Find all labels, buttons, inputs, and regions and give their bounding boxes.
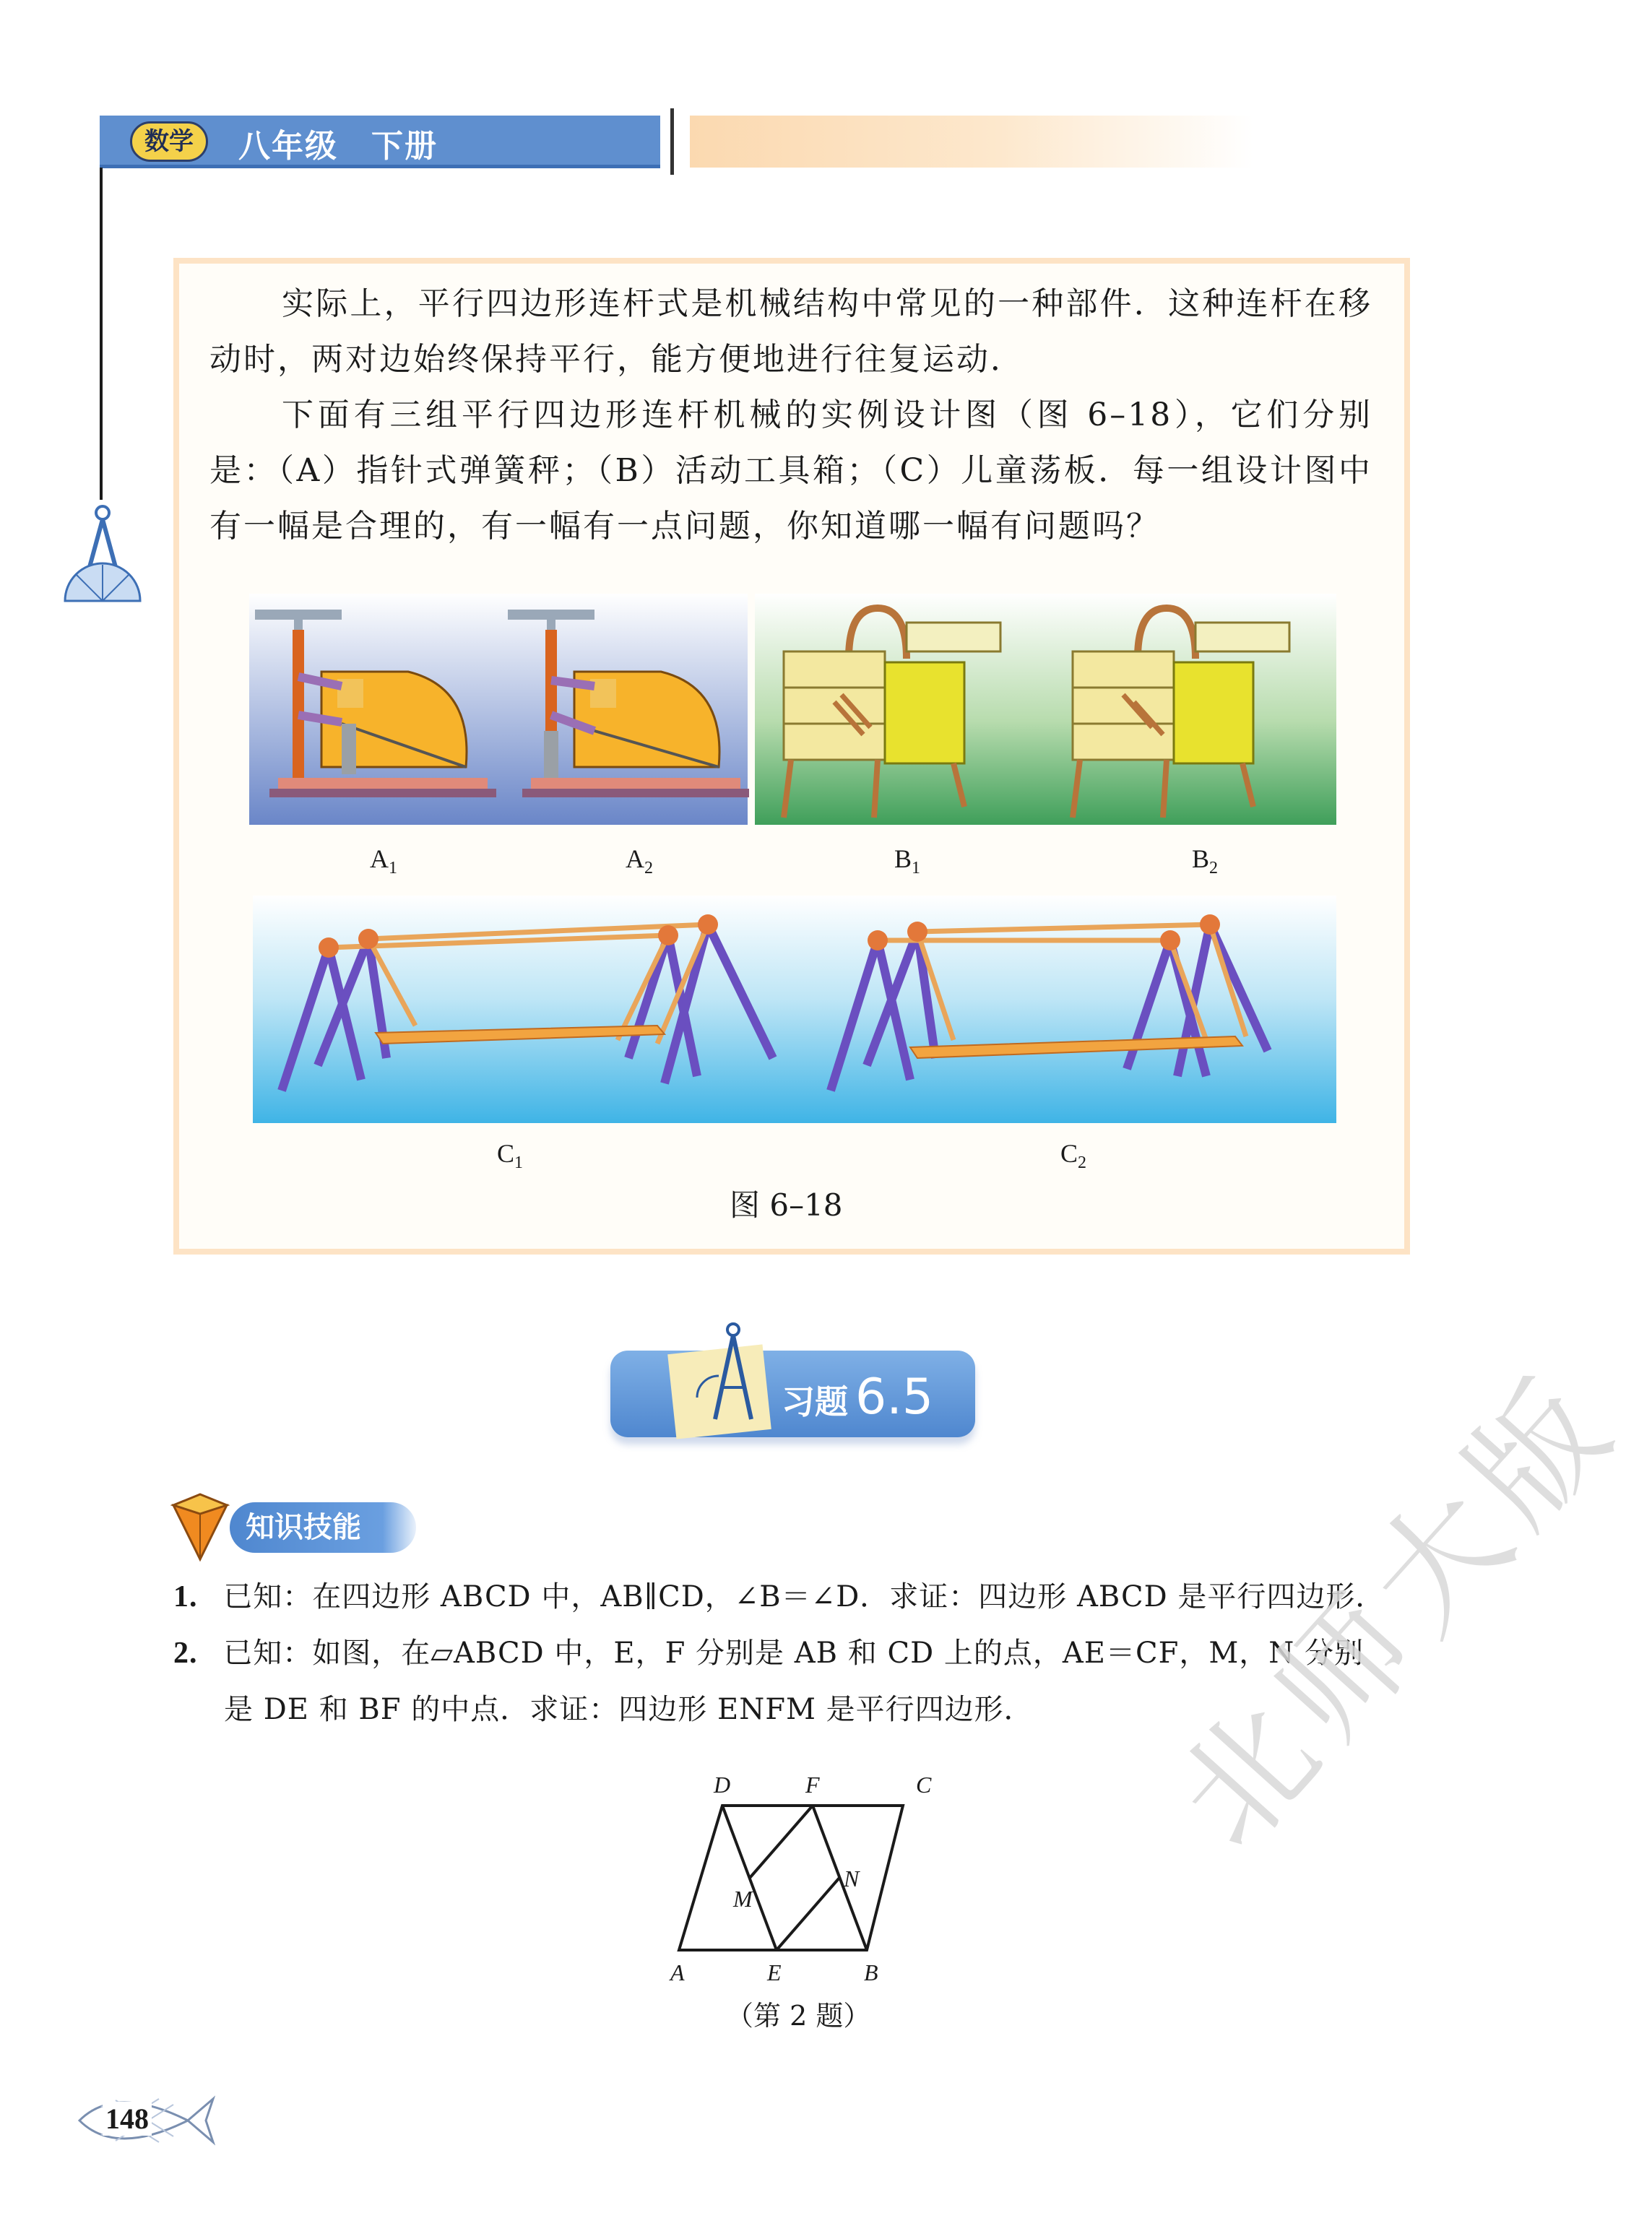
problem-number: 1. (173, 1580, 198, 1613)
grade-title: 八年级 下册 (238, 128, 438, 165)
swing-illustrations (253, 896, 1336, 1123)
point-label-c: C (916, 1772, 932, 1798)
segment-en (777, 1878, 839, 1950)
point-label-d: D (714, 1772, 731, 1798)
point-label-b: B (864, 1959, 878, 1985)
page-number: 148 (103, 2102, 152, 2136)
compass-protractor-icon (59, 498, 146, 607)
point-label-a: A (670, 1959, 685, 1985)
parallelogram-diagram (650, 1762, 953, 2008)
point-label-e: E (767, 1959, 782, 1985)
problem-2 (173, 1625, 1364, 1681)
point-label-f: F (805, 1772, 820, 1798)
side-margin-line (100, 168, 103, 500)
problem-2-continuation: 是 DE 和 BF 的中点．求证：四边形 ENFM 是平行四边形． (224, 1693, 1034, 1726)
segment-de (722, 1806, 777, 1950)
figure-label-a2: $A_2$ (626, 844, 653, 878)
knowledge-skills-label: 知识技能 (230, 1502, 416, 1553)
figure-label-b1: $B_1$ (894, 844, 921, 878)
reading-paragraph-1: 实际上，平行四边形连杆式是机械结构中常见的一种部件．这种连杆在移动时，两对边始终保持平行，能方便地进行往复运动． (209, 285, 1372, 378)
parallelogram-abcd (679, 1806, 903, 1950)
exercise-title: 习题 6.5 (782, 1369, 934, 1426)
point-label-m: M (733, 1886, 753, 1912)
segment-fm (750, 1806, 813, 1878)
figure-label-c2: $C_2$ (1060, 1139, 1087, 1173)
publisher-watermark: 北师大版 (1148, 1345, 1648, 1876)
figure-label-b2: $B_2$ (1192, 844, 1219, 878)
subject-badge: 数学 (130, 121, 208, 162)
problem-1 (173, 1569, 1385, 1625)
spring-scale-illustrations (249, 594, 748, 825)
problem-text: 已知：如图，在▱ABCD 中，E，F 分别是 AB 和 CD 上的点，AE＝CF，M，N 分别 (223, 1637, 1364, 1670)
figure-label-c1: $C_1$ (497, 1139, 524, 1173)
problem-number: 2. (173, 1637, 198, 1670)
diagram-caption: （第 2 题） (726, 2000, 871, 2032)
figure-caption: 图 6–18 (730, 1187, 843, 1223)
problem-text: 已知：在四边形 ABCD 中，AB∥CD，∠B＝∠D．求证：四边形 ABCD 是平行四边形． (223, 1580, 1385, 1613)
compass-icon (693, 1318, 773, 1434)
header-divider (670, 108, 674, 175)
reading-paragraph-2: 下面有三组平行四边形连杆机械的实例设计图（图 6–18），它们分别是：（A）指针式弹簧秤；（B）活动工具箱；（C）儿童荡板．每一组设计图中有一幅是合理的，有一幅有一点问题，你知道哪一幅有问题吗？ (209, 397, 1372, 545)
figure-label-a1: $A_1$ (370, 844, 397, 878)
point-label-n: N (844, 1866, 860, 1892)
tool-box-illustrations (755, 594, 1336, 825)
cone-icon (168, 1491, 233, 1563)
header-decoration (690, 116, 1253, 168)
